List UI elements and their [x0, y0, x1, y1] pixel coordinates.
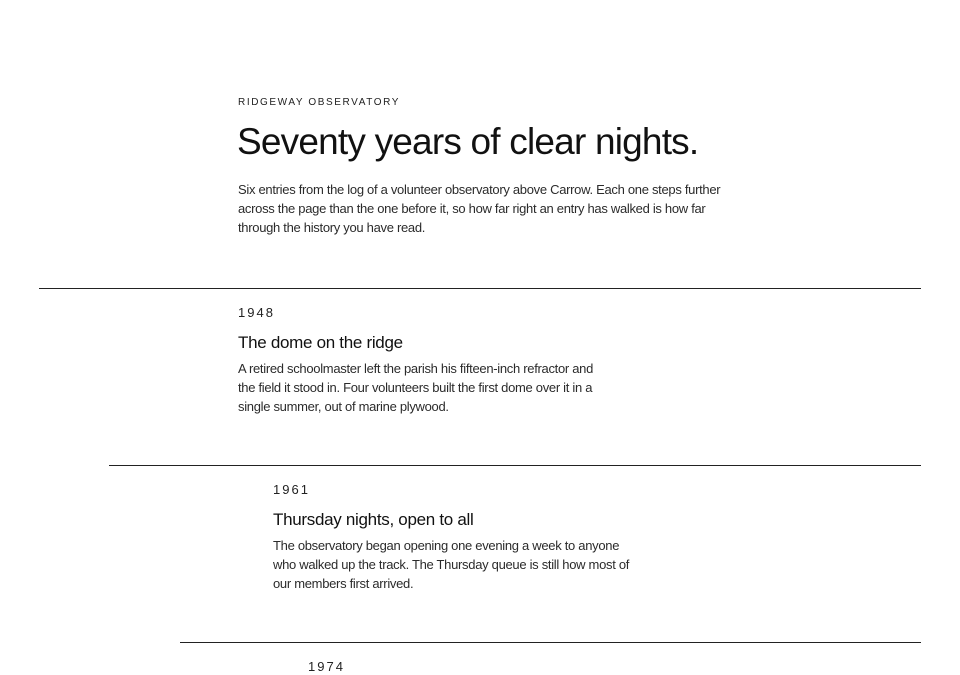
timeline-entry: [273, 482, 643, 593]
entry-divider: [180, 642, 921, 643]
timeline-entry: [308, 659, 345, 675]
intro-paragraph: Six entries from the log of a volunteer observatory above Carrow. Each one steps further across the page than the one before it, so how far right an entry has walked is how far through the history you have read.: [238, 182, 721, 235]
timeline-entry: [238, 305, 603, 416]
entry-year: 1961: [273, 482, 310, 497]
entry-title: The dome on the ridge: [238, 333, 403, 352]
entry-divider: [39, 288, 921, 289]
page-title: Seventy years of clear nights.: [237, 121, 699, 162]
site-eyebrow: RIDGEWAY OBSERVATORY: [238, 97, 401, 108]
entry-body: A retired schoolmaster left the parish his fifteen-inch refractor and the field it stood in. Four volunteers built the first dome over it in a single summer, out of marine plywood.: [238, 361, 594, 414]
entry-title: Thursday nights, open to all: [273, 510, 474, 529]
entry-body: The observatory began opening one evening a week to anyone who walked up the track. The Thursday queue is still how most of our members first arrived.: [273, 538, 630, 591]
entry-year: 1974: [308, 659, 345, 674]
entry-year: 1948: [238, 305, 275, 320]
entry-divider: [109, 465, 921, 466]
